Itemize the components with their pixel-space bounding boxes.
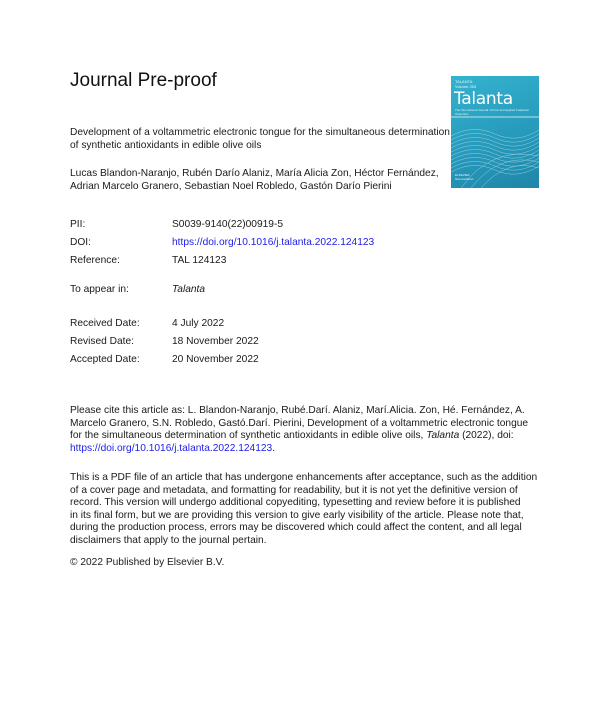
author-list — [70, 168, 540, 193]
pii-label: PII: — [70, 219, 86, 230]
citation-line — [70, 443, 542, 456]
copyright-notice: © 2022 Published by Elsevier B.V. — [70, 557, 225, 568]
received-date-label: Received Date: — [70, 318, 140, 329]
article-title-line: Development of a voltammetric electronic tongue for the simultaneous determination — [70, 127, 450, 138]
revised-date-value: 18 November 2022 — [172, 336, 259, 347]
author-line: Adrian Marcelo Granero, Sebastian Noel Robledo, Gastón Darío Pierini — [70, 180, 392, 192]
accepted-date-label: Accepted Date: — [70, 354, 140, 365]
notice-line: of a cover page and metadata, and formatting for readability, but it is not yet the definitive version of — [70, 484, 518, 496]
revised-date-label: Revised Date: — [70, 336, 134, 347]
citation-text: . — [272, 442, 276, 454]
cover-tagline: The International Journal of Pure and Applied Analytical Chemistry — [455, 108, 529, 116]
citation-line — [70, 430, 542, 443]
pii-value: S0039-9140(22)00919-5 — [172, 219, 284, 230]
citation-paragraph — [70, 405, 542, 455]
citation-line: Marcelo Granero, S.N. Robledo, Gastó.Darí. Pierini, Development of a voltammetric electronic tongue — [70, 417, 529, 429]
appear-in-journal: Talanta — [172, 284, 206, 295]
article-title-line: of synthetic antioxidants in edible olive oils — [70, 139, 262, 151]
notice-line: during the production process, errors may be discovered which could affect the content, and all legal — [70, 522, 522, 534]
doi-label: DOI: — [70, 237, 91, 248]
notice-line: This is a PDF file of an article that has undergone enhancements after acceptance, such as the addition — [70, 472, 538, 483]
preproof-notice — [70, 472, 542, 548]
notice-line: disclaimers that apply to the journal pertain. — [70, 534, 267, 546]
cover-publisher: ELSEVIER — [455, 173, 470, 177]
citation-text: (2022), doi: — [459, 430, 514, 442]
citation-doi-link[interactable]: https://doi.org/10.1016/j.talanta.2022.124123 — [70, 442, 273, 454]
page-title: Journal Pre-proof — [70, 70, 217, 91]
author-line: Lucas Blandon-Naranjo, Rubén Darío Alaniz, María Alicia Zon, Héctor Fernández, — [70, 168, 439, 179]
notice-line: in its final form, but we are providing this version to give early visibility of the article. Please note that, — [70, 509, 524, 521]
cover-volume-number: Volume 253 — [455, 84, 477, 89]
article-title — [70, 127, 540, 152]
cover-journal-name: Talanta — [454, 89, 513, 109]
received-date-value: 4 July 2022 — [172, 318, 225, 329]
accepted-date-value: 20 November 2022 — [172, 354, 259, 365]
doi-link[interactable]: https://doi.org/10.1016/j.talanta.2022.124123 — [172, 237, 375, 248]
citation-text: for the simultaneous determination of synthetic antioxidants in edible olive oils, — [70, 430, 427, 442]
cover-volume-title: TALANTA — [455, 79, 473, 84]
citation-journal: Talanta — [426, 430, 460, 442]
citation-line: Please cite this article as: L. Blandon-Naranjo, Rubé.Darí. Alaniz, Marí.Alicia. Zon, Hé. Fernández, A. — [70, 405, 525, 416]
notice-line: record. This version will undergo additional copyediting, typesetting and review before it is published — [70, 497, 521, 509]
reference-value: TAL 124123 — [172, 255, 227, 266]
appear-in-label: To appear in: — [70, 284, 129, 295]
reference-label: Reference: — [70, 255, 120, 266]
cover-platform: ScienceDirect — [455, 176, 474, 181]
